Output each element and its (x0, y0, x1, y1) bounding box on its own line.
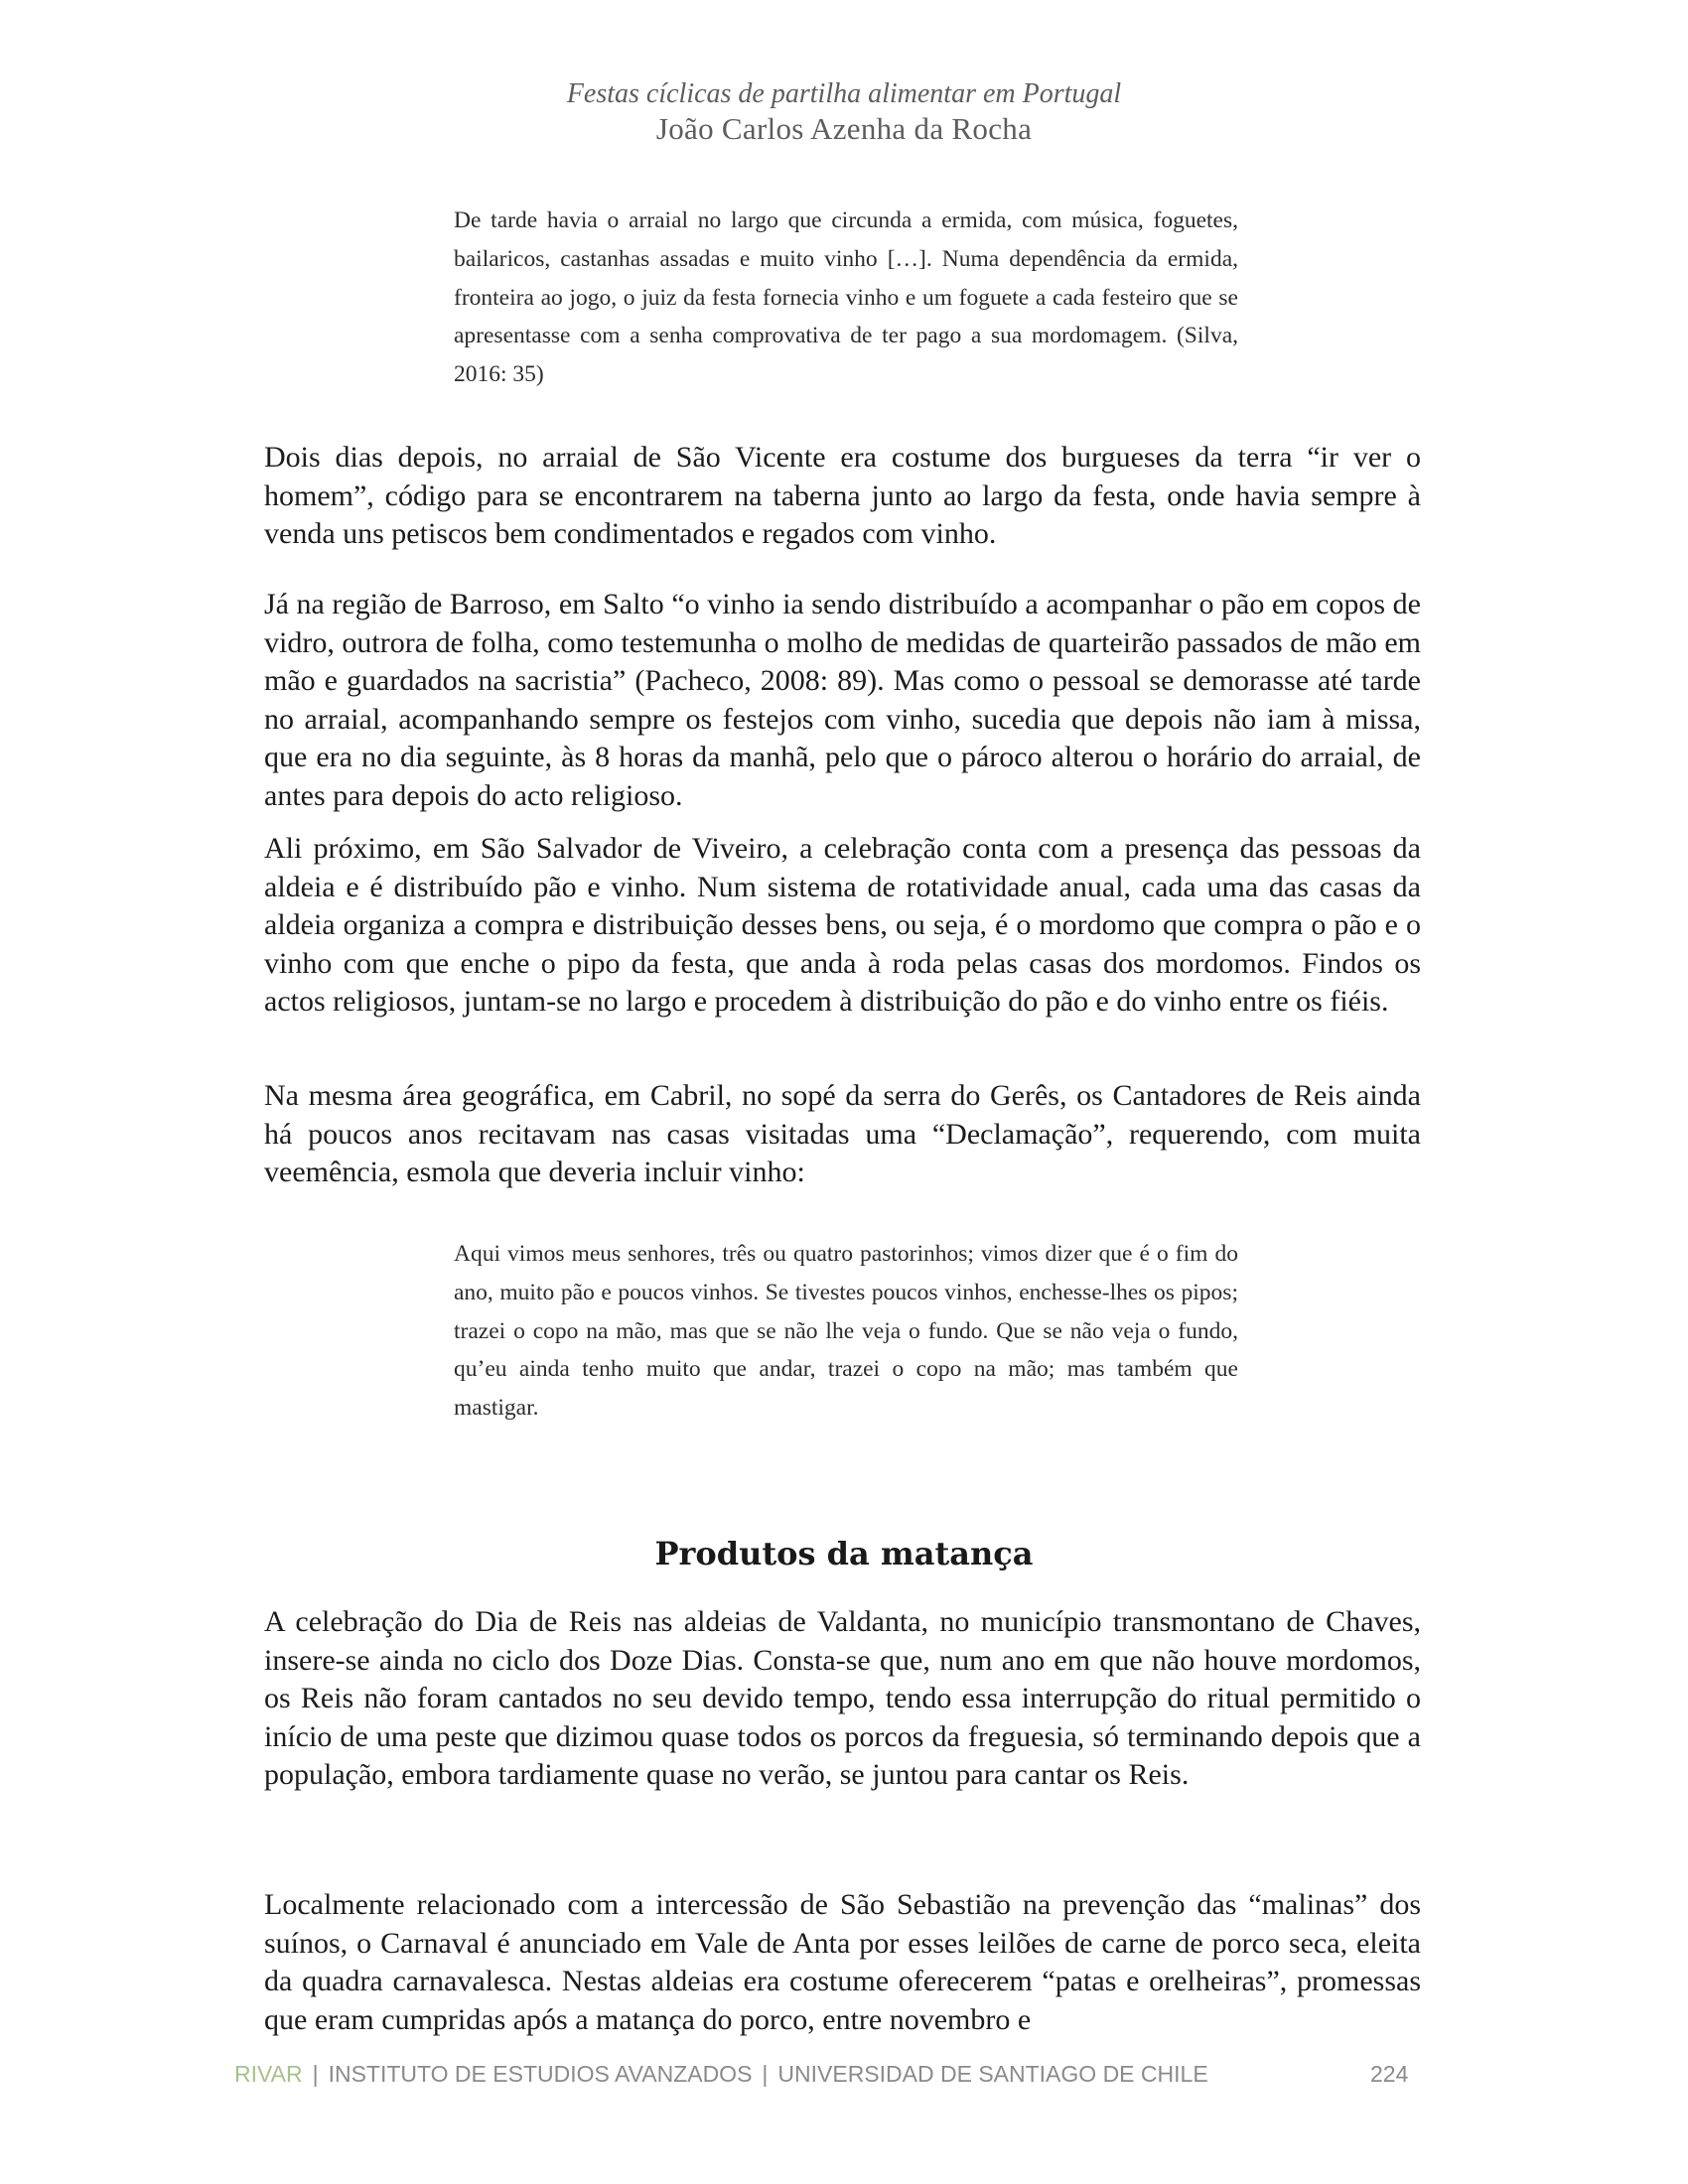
block-quote-declamacao: Aqui vimos meus senhores, três ou quatro pastorinhos; vimos dizer que é o fim do ano, muito pão e poucos vinhos. Se tivestes poucos vinhos, enchesse-lhes os pipos; trazei o copo na mão, mas que se não lhe veja o fundo. Que se não veja o fundo, qu’eu ainda tenho muito que andar, trazei o copo na mão; mas também que mastigar. (454, 1241, 1238, 1422)
footer-brand: RIVAR (234, 2061, 303, 2087)
paragraph-cabril: Na mesma área geográfica, em Cabril, no sopé da serra do Gerês, os Cantadores de Reis ainda há poucos anos recitavam nas casas visitadas uma “Declamação”, requerendo, com muita veemência, esmola que deveria incluir vinho: (264, 1079, 1421, 1188)
block-quote-silva: De tarde havia o arraial no largo que circunda a ermida, com música, foguetes, bailaricos, castanhas assadas e muito vinho […]. Numa dependência da ermida, fronteira ao jogo, o juiz da festa fornecia vinho e um foguete a cada festeiro que se apresentasse com a senha comprovativa de ter pago a sua mordomagem. (Silva, 2016: 35) (454, 207, 1238, 388)
running-header-title: Festas cíclicas de partilha alimentar em Portugal (566, 78, 1122, 109)
running-header (0, 77, 1688, 147)
paragraph-valdanta: A celebração do Dia de Reis nas aldeias de Valdanta, no município transmontano de Chaves, insere-se ainda no ciclo dos Doze Dias. Consta-se que, num ano em que não houve mordomos, os Reis não foram cantados no seu devido tempo, tendo essa interrupção do ritual permitido o início de uma peste que dizimou quase todos os porcos da freguesia, só terminando depois que a população, embora tardiamente quase no verão, se juntou para cantar os Reis. (264, 1605, 1421, 1791)
section-heading: Produtos da matança (654, 1534, 1034, 1572)
footer-university: UNIVERSIDAD DE SANTIAGO DE CHILE (777, 2061, 1208, 2087)
footer-separator: | (762, 2061, 769, 2087)
footer-separator: | (312, 2061, 319, 2087)
page-footer (234, 2060, 1426, 2088)
paragraph-barroso: Já na região de Barroso, em Salto “o vinho ia sendo distribuído a acompanhar o pão em copos de vidro, outrora de folha, como testemunha o molho de medidas de quarteirão passados de mão em mão e guardados na sacristia” (Pacheco, 2008: 89). Mas como o pessoal se demorasse até tarde no arraial, acompanhando sempre os festejos com vinho, sucedia que depois não iam à missa, que era no dia seguinte, às 8 horas da manhã, pelo que o pároco alterou o horário do arraial, de antes para depois do acto religioso. (264, 588, 1421, 812)
page-number: 224 (1370, 2061, 1409, 2087)
paragraph-vale-de-anta: Localmente relacionado com a intercessão de São Sebastião na prevenção das “malinas” dos suínos, o Carnaval é anunciado em Vale de Anta por esses leilões de carne de porco seca, eleita da quadra carnavalesca. Nestas aldeias era costume oferecerem “patas e orelheiras”, promessas que eram cumpridas após a matança do porco, entre novembro e (264, 1888, 1421, 2036)
footer-institute: INSTITUTO DE ESTUDIOS AVANZADOS (328, 2061, 753, 2087)
running-header-author: João Carlos Azenha da Rocha (655, 111, 1033, 146)
paragraph-sao-vicente: Dois dias depois, no arraial de São Vicente era costume dos burgueses da terra “ir ver o homem”, código para se encontrarem na taberna junto ao largo da festa, onde havia sempre à venda uns petiscos bem condimentados e regados com vinho. (264, 441, 1421, 550)
paragraph-viveiro: Ali próximo, em São Salvador de Viveiro, a celebração conta com a presença das pessoas da aldeia e é distribuído pão e vinho. Num sistema de rotatividade anual, cada uma das casas da aldeia organiza a compra e distribuição desses bens, ou seja, é o mordomo que compra o pão e o vinho com que enche o pipo da festa, que anda à roda pelas casas dos mordomos. Findos os actos religiosos, juntam-se no largo e procedem à distribuição do pão e do vinho entre os fiéis. (264, 832, 1421, 1018)
